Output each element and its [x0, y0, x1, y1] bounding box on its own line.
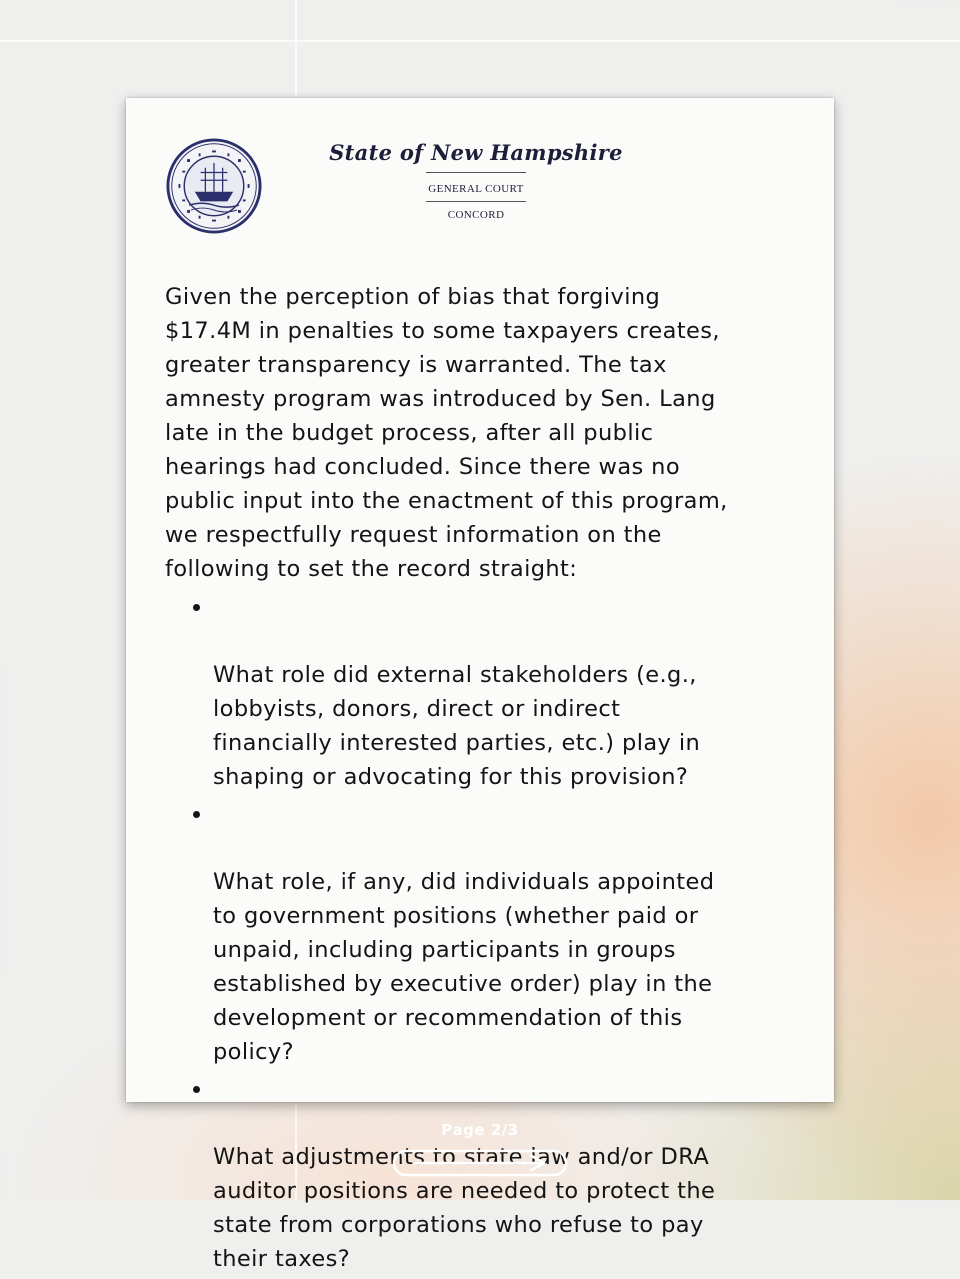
bullet-icon: [193, 604, 200, 611]
question-item: [165, 590, 805, 794]
question-item: [165, 797, 805, 1069]
question-text: What adjustments to state law and/or DRA auditor positions are needed to protect the state from corporations who refuse to pay their taxes?: [213, 1144, 716, 1272]
question-text: What role did external stakeholders (e.g., lobbyists, donors, direct or indirect financially interested parties, etc.) play in shaping or advocating for this provision?: [213, 662, 701, 790]
letterhead-rule: [426, 172, 526, 173]
bullet-icon: [193, 811, 200, 818]
body-paragraph: Given the perception of bias that forgiving $17.4M in penalties to some taxpayers creates, greater transparency is warranted. The tax amnesty program was introduced by Sen. Lang late in the budget process, after all public hearings had concluded. Since there was no public input into the enactment of this program, we respectfully request information on the following to set the record straight:: [165, 284, 728, 582]
page-counter: Page 2/3: [441, 1121, 519, 1139]
pagination: [392, 1116, 568, 1186]
state-seal-icon: [166, 138, 262, 234]
letterhead: [326, 134, 626, 221]
next-page-arrow-icon[interactable]: [392, 1146, 568, 1180]
bullet-icon: [193, 1086, 200, 1093]
question-text: What role, if any, did individuals appointed to government positions (whether paid or unpaid, including participants in groups established by executive order) play in the development or recommendation of this policy?: [213, 869, 715, 1065]
background-divider-horizontal: [0, 40, 960, 42]
letterhead-general-court: GENERAL COURT: [428, 183, 524, 195]
letterhead-title: State of New Hampshire: [329, 140, 623, 165]
letterhead-concord: CONCORD: [447, 209, 505, 221]
letterhead-rule-2: [426, 201, 526, 202]
